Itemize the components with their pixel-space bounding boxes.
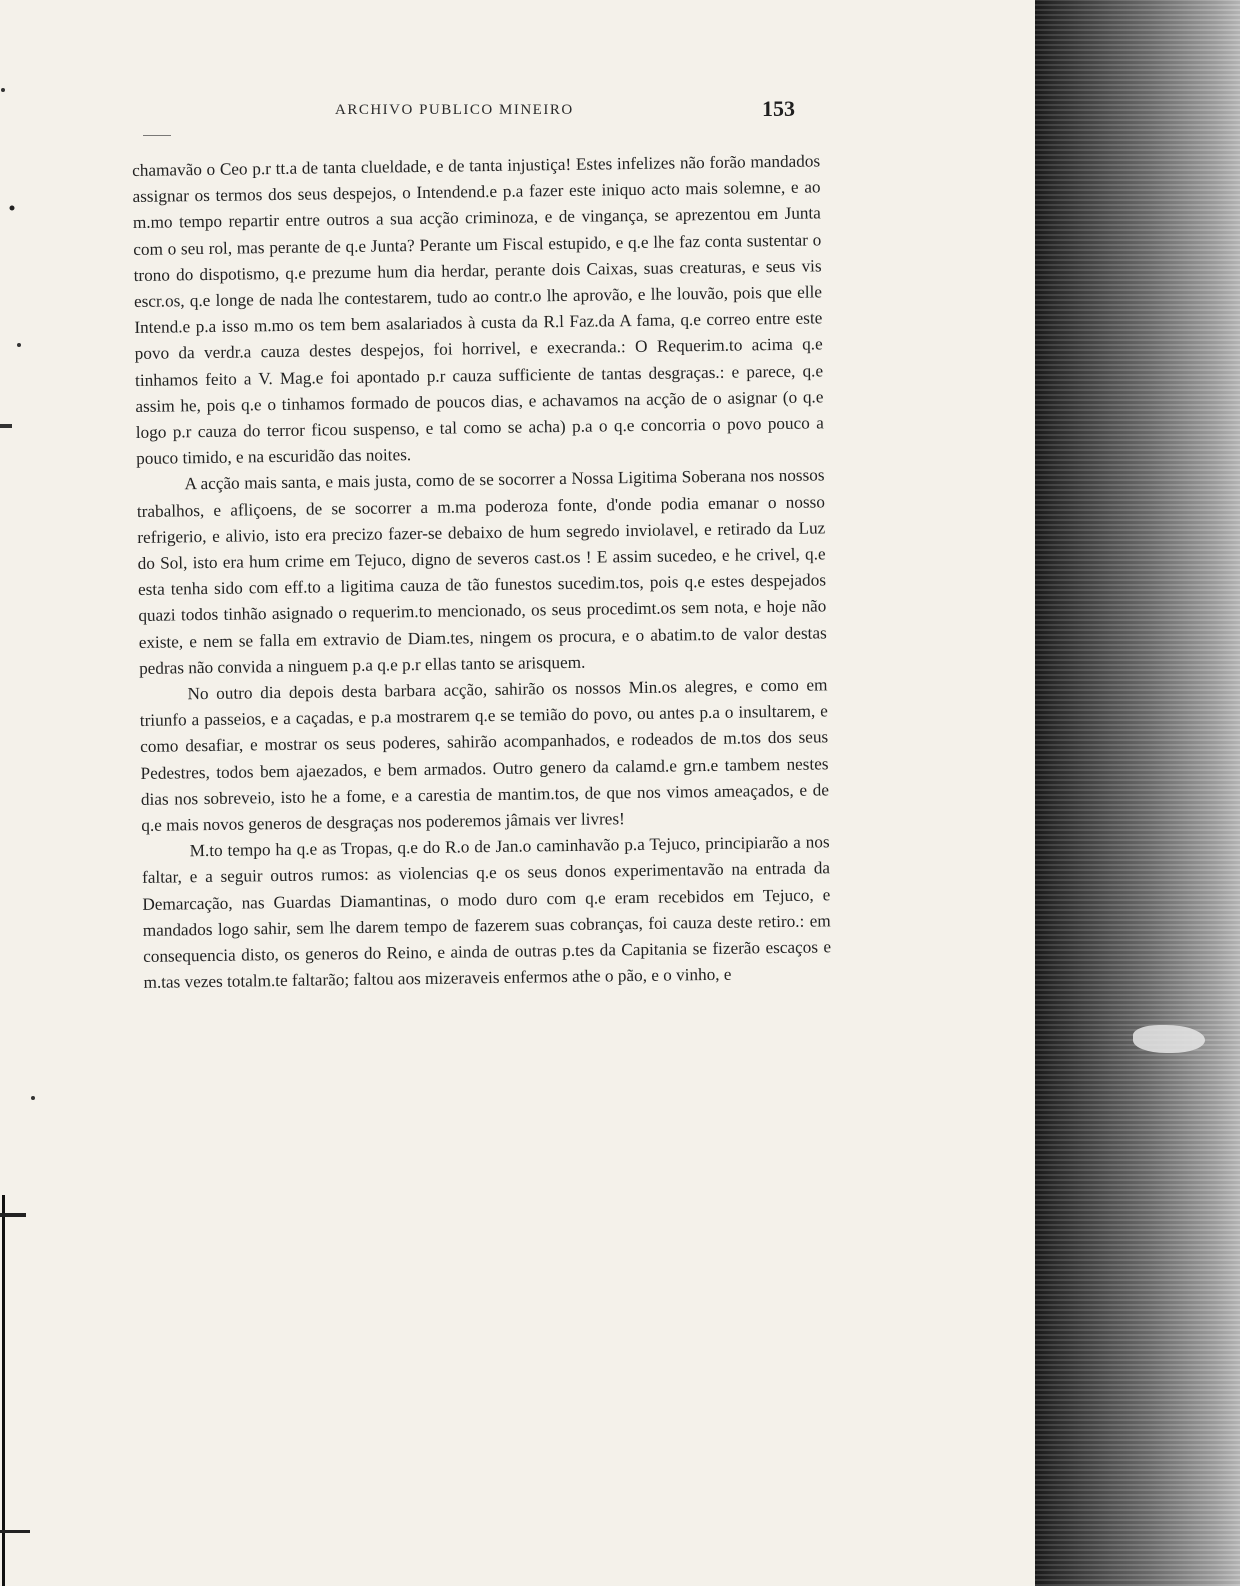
page-number: 153 [762,96,795,121]
paragraph-3: No outro dia depois desta barbara acção, sahirão os nossos Min.os alegres, e como em triunfo a passeios, e a caçadas, e p.a mostrarem q.e se temião do povo, ou antes p.a o insultarem, e como desafiar, e mostrar os seus poderes, sahirão acompanhados, e rodeados de m.tos dos seus Pedestres, todos bem ajaezados, e bem armados. Outro genero da calamd.e grn.e tambem nestes dias nos sobreveio, isto he a fome, e a carestia de mantim.tos, de que nos vimos ameaçados, e de q.e mais novos generos de desgraças nos poderemos jâmais ver livres! [139,675,830,836]
left-edge-scan-marks [0,0,40,1586]
binding-tear [1133,1025,1205,1053]
page-header [335,96,855,126]
running-head: ARCHIVO PUBLICO MINEIRO [335,102,574,118]
header-rule [143,135,171,136]
paragraph-1: chamavão o Ceo p.r tt.a de tanta clueldade, e de tanta injustiça! Estes infelizes não forão mandados assignar os termos dos seus despejos, o Intendend.e p.a fazer este iniquo acto mais solemne, e ao m.mo tempo repartir entre outros a sua acção criminoza, e de vingança, se aprezentou em Junta com o seu rol, mas perante de q.e Junta? Perante um Fiscal estupido, e q.e lhe faz conta sustentar o trono do dispotismo, q.e prezume hum dia herdar, perante dois Caixas, suas creaturas, e seus vis escr.os, q.e longe de nada lhe contestarem, tudo ao contr.o lhe aprovão, e lhe louvão, pois que elle Intend.e p.a isso m.mo os tem bem asalariados à custa da R.l Faz.da A fama, q.e correo entre este povo da verdr.a cauza destes despejos, foi horrivel, e execranda.: O Requerim.to acima q.e tinhamos feito a V. Mag.e foi apontado p.r cauza sufficiente de tantas desgraças.: e parece, q.e assim he, pois q.e o tinhamos formado de poucos dias, e achavamos na acção de o asignar (o q.e logo p.r cauza do terror ficou suspenso, e tal como se acha) p.a o q.e concorria o povo pouco a pouco timido, e na escuridão das noites. [132,151,824,469]
book-binding-edge [1035,0,1240,1586]
paragraph-4: M.to tempo ha q.e as Tropas, q.e do R.o de Jan.o caminhavão p.a Tejuco, principiarão a nos faltar, e a seguir outros rumos: as violencias q.e os seus donos experimentavão na entrada da Demarcação, nas Guardas Diamantinas, o modo duro com q.e eram recebidos em Tejuco, e mandados logo sahir, sem lhe darem tempo de fazerem suas cobranças, foi cauza deste retiro.: em consequencia disto, os generos do Reino, e ainda de outras p.tes da Capitania se fizerão escaços e m.tas vezes totalm.te faltarão; faltou aos mizeraveis enfermos athe o pão, e o vinho, e [141,832,832,993]
body-text [132,148,832,996]
paragraph-2: A acção mais santa, e mais justa, como de se socorrer a Nossa Ligitima Soberana nos nossos trabalhos, e afliçoens, de se socorrer a m.ma poderoza fonte, d'onde podia emanar o nosso refrigerio, e alivio, isto era precizo fazer-se debaixo de hum segredo inviolavel, e retirado da Luz do Sol, isto era hum crime em Tejuco, digno de severos cast.os ! E assim sucedeo, e he crivel, q.e esta tenha sido com eff.to a ligitima cauza de tão funestos sucedim.tos, pois q.e estes despejados quazi todos tinhão asignado o requerim.to mencionado, os seus procedimt.os sem nota, e hoje não existe, e nem se falla em extravio de Diam.tes, ningem os procura, e o abatim.to de valor destas pedras não convida a ninguem p.a q.e p.r ellas tanto se arisquem. [136,465,827,678]
